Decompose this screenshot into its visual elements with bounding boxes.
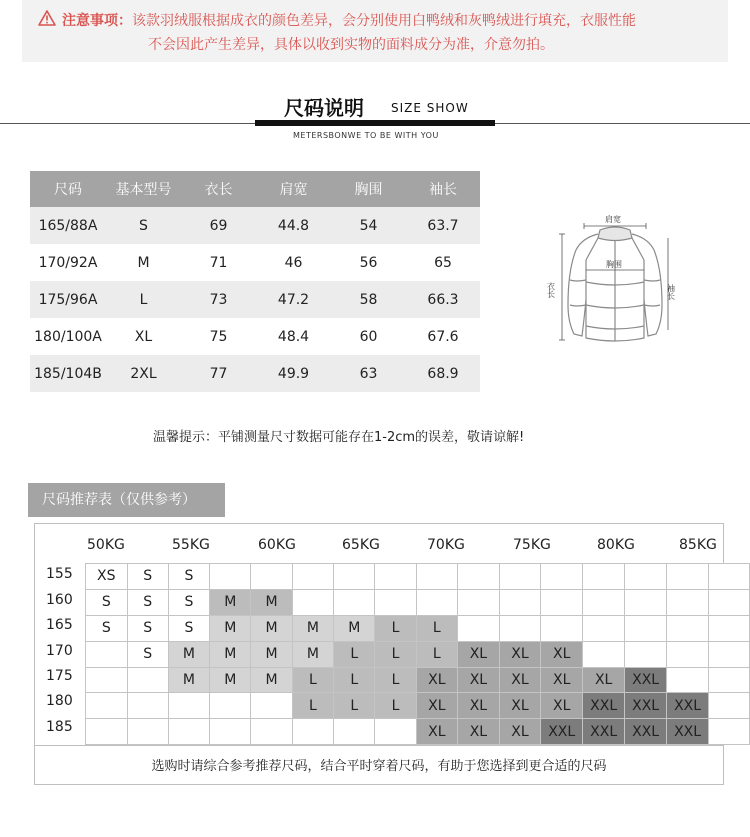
grid-cell: XXL	[541, 719, 583, 745]
table-cell: 67.6	[427, 328, 459, 345]
recommend-title: 尺码推荐表（仅供参考）	[28, 483, 225, 517]
grid-cell: S	[127, 641, 168, 667]
grid-row	[86, 667, 750, 693]
col-header: 胸围	[331, 171, 406, 207]
height-label: 155	[46, 566, 73, 582]
grid-cell	[499, 589, 541, 615]
weight-label: 85KG	[679, 537, 717, 553]
notice-label: 注意事项：	[62, 13, 132, 29]
table-cell: 170/92A	[38, 254, 98, 271]
grid-cell	[334, 589, 375, 615]
grid-cell: L	[375, 667, 416, 693]
grid-cell	[709, 667, 750, 693]
grid-cell: XL	[499, 667, 541, 693]
recommend-footer: 选购时请综合参考推荐尺码，结合平时穿着尺码，有助于您选择到更合适的尺码	[151, 759, 607, 774]
grid-cell	[458, 589, 500, 615]
grid-cell: XL	[541, 667, 583, 693]
height-label: 160	[46, 592, 73, 608]
grid-cell: XL	[416, 667, 458, 693]
grid-cell	[709, 564, 750, 590]
col-header: 袖长	[406, 171, 480, 207]
table-cell: 54	[331, 207, 406, 244]
grid-cell: XL	[541, 693, 583, 719]
table-cell: 2XL	[106, 355, 181, 392]
weight-label: 65KG	[342, 537, 380, 553]
chest-label: 胸围	[606, 260, 622, 269]
length-label: 衣长	[546, 282, 556, 298]
grid-cell	[499, 615, 541, 641]
grid-cell: M	[251, 641, 292, 667]
table-cell: 63.7	[406, 207, 480, 244]
size-table	[30, 171, 480, 392]
grid-cell: XL	[583, 667, 625, 693]
grid-cell: XXL	[625, 667, 667, 693]
table-cell: L	[106, 281, 181, 318]
grid-cell: S	[168, 615, 209, 641]
size-show-title-en: SIZE SHOW	[391, 101, 469, 115]
grid-cell	[667, 589, 709, 615]
grid-row	[86, 641, 750, 667]
table-row	[30, 318, 480, 355]
grid-cell	[210, 564, 251, 590]
table-cell: 65	[434, 254, 452, 271]
weight-label: 80KG	[597, 537, 635, 553]
grid-cell	[292, 719, 333, 745]
grid-cell	[375, 719, 416, 745]
grid-cell: L	[416, 615, 458, 641]
grid-cell: XXL	[583, 693, 625, 719]
grid-cell: L	[375, 693, 416, 719]
grid-cell: S	[127, 589, 168, 615]
table-cell: 180/100A	[34, 328, 102, 345]
grid-cell	[86, 719, 128, 745]
grid-cell	[334, 719, 375, 745]
grid-cell	[375, 564, 416, 590]
measurement-tip: 温馨提示：平铺测量尺寸数据可能存在1-2cm的误差，敬请谅解!	[153, 430, 525, 445]
grid-cell	[625, 615, 667, 641]
grid-cell	[375, 589, 416, 615]
table-row	[30, 355, 480, 392]
weight-label: 60KG	[258, 537, 296, 553]
grid-cell	[458, 615, 500, 641]
grid-cell: XXL	[625, 693, 667, 719]
grid-cell: M	[210, 615, 251, 641]
grid-cell	[86, 693, 128, 719]
grid-cell	[709, 719, 750, 745]
grid-cell	[583, 564, 625, 590]
table-cell: 66.3	[406, 281, 480, 318]
size-table-header	[30, 171, 480, 207]
grid-cell	[667, 641, 709, 667]
height-label: 185	[46, 719, 73, 735]
grid-cell: L	[416, 641, 458, 667]
grid-cell: XL	[458, 641, 500, 667]
grid-cell	[251, 693, 292, 719]
grid-cell	[625, 564, 667, 590]
grid-cell	[416, 564, 458, 590]
grid-cell: S	[168, 589, 209, 615]
grid-cell	[168, 719, 209, 745]
grid-cell: XL	[416, 693, 458, 719]
size-show-subtitle: METERSBONWE TO BE WITH YOU	[293, 131, 439, 140]
grid-cell: S	[86, 589, 128, 615]
col-header: 尺码	[30, 171, 106, 207]
table-cell: 60	[359, 328, 378, 345]
grid-cell	[251, 719, 292, 745]
notice-banner	[22, 0, 728, 62]
notice-line-1: 注意事项：该款羽绒服根据成衣的颜色差异，会分别使用白鸭绒和灰鸭绒进行填充，衣服性能	[62, 13, 636, 29]
grid-cell: S	[127, 564, 168, 590]
col-header: 肩宽	[256, 171, 331, 207]
table-cell: 77	[181, 355, 256, 392]
grid-cell	[667, 564, 709, 590]
table-cell: 49.9	[256, 355, 331, 392]
height-label: 180	[46, 693, 73, 709]
grid-cell	[709, 589, 750, 615]
table-cell: 73	[181, 281, 256, 318]
sleeve-label: 袖长	[666, 284, 676, 300]
grid-cell	[86, 667, 128, 693]
grid-cell: M	[292, 615, 333, 641]
grid-cell	[334, 564, 375, 590]
jacket-measurement-diagram	[548, 210, 683, 350]
grid-cell: L	[375, 641, 416, 667]
grid-cell	[709, 693, 750, 719]
table-cell: M	[137, 254, 150, 271]
grid-cell	[541, 589, 583, 615]
grid-cell: L	[292, 693, 333, 719]
grid-cell: M	[210, 641, 251, 667]
table-cell: 75	[209, 328, 228, 345]
table-cell: 44.8	[256, 207, 331, 244]
grid-cell	[210, 693, 251, 719]
grid-cell: M	[334, 615, 375, 641]
table-cell: XL	[134, 328, 153, 345]
grid-cell	[127, 693, 168, 719]
grid-cell	[210, 719, 251, 745]
notice-line-2: 不会因此产生差异，具体以收到实物的面料成分为准，介意勿拍。	[148, 37, 554, 53]
grid-cell	[499, 564, 541, 590]
grid-cell: S	[168, 564, 209, 590]
grid-cell	[709, 641, 750, 667]
table-cell: 56	[359, 254, 378, 271]
grid-cell: XL	[458, 693, 500, 719]
grid-cell	[541, 615, 583, 641]
grid-cell: XL	[499, 693, 541, 719]
grid-cell	[583, 615, 625, 641]
grid-cell	[583, 641, 625, 667]
grid-cell: XL	[541, 641, 583, 667]
grid-cell	[127, 667, 168, 693]
table-row	[30, 207, 480, 244]
grid-cell: XL	[458, 667, 500, 693]
grid-cell: L	[375, 615, 416, 641]
weight-label: 70KG	[427, 537, 465, 553]
table-cell: 68.9	[406, 355, 480, 392]
col-header: 衣长	[181, 171, 256, 207]
table-cell: 165/88A	[30, 207, 106, 244]
grid-cell: XL	[499, 641, 541, 667]
grid-cell	[86, 641, 128, 667]
col-header: 基本型号	[106, 171, 181, 207]
table-cell: 48.4	[277, 328, 310, 345]
table-cell: 46	[284, 254, 303, 271]
table-row	[30, 244, 480, 281]
table-cell: 58	[331, 281, 406, 318]
grid-cell: M	[210, 667, 251, 693]
warning-icon	[38, 10, 56, 26]
weight-label: 75KG	[513, 537, 551, 553]
table-row	[30, 281, 480, 318]
grid-cell: XXL	[583, 719, 625, 745]
grid-cell: XXL	[667, 693, 709, 719]
grid-cell: S	[86, 615, 128, 641]
table-cell: S	[106, 207, 181, 244]
grid-cell: L	[334, 641, 375, 667]
table-cell: 175/96A	[30, 281, 106, 318]
grid-cell: M	[168, 667, 209, 693]
table-cell: 71	[209, 254, 228, 271]
grid-cell	[292, 589, 333, 615]
grid-cell	[168, 693, 209, 719]
grid-cell: L	[292, 667, 333, 693]
grid-cell	[292, 564, 333, 590]
grid-cell: XL	[458, 719, 500, 745]
size-show-title: 尺码说明	[284, 96, 364, 120]
grid-cell: M	[210, 589, 251, 615]
weight-label: 55KG	[172, 537, 210, 553]
grid-cell: M	[251, 667, 292, 693]
grid-cell	[625, 641, 667, 667]
grid-cell	[127, 719, 168, 745]
recommend-footer-divider	[34, 745, 724, 746]
grid-cell	[709, 615, 750, 641]
height-label: 170	[46, 643, 73, 659]
grid-cell	[667, 667, 709, 693]
table-cell: 185/104B	[30, 355, 106, 392]
grid-row	[86, 615, 750, 641]
grid-cell	[416, 589, 458, 615]
height-label: 165	[46, 617, 73, 633]
grid-cell: M	[168, 641, 209, 667]
grid-cell: M	[251, 589, 292, 615]
grid-cell: XL	[499, 719, 541, 745]
grid-cell	[625, 589, 667, 615]
grid-cell: XXL	[667, 719, 709, 745]
grid-row	[86, 719, 750, 745]
grid-cell	[541, 564, 583, 590]
shoulder-label: 肩宽	[605, 215, 621, 224]
height-label: 175	[46, 668, 73, 684]
size-recommend-grid	[85, 563, 750, 745]
grid-cell: XL	[416, 719, 458, 745]
grid-cell	[583, 589, 625, 615]
grid-row	[86, 589, 750, 615]
grid-cell: L	[334, 693, 375, 719]
grid-cell	[251, 564, 292, 590]
grid-row	[86, 564, 750, 590]
table-cell: 63	[331, 355, 406, 392]
grid-cell: XXL	[625, 719, 667, 745]
weight-label: 50KG	[87, 537, 125, 553]
grid-cell: L	[334, 667, 375, 693]
grid-cell	[458, 564, 500, 590]
grid-row	[86, 693, 750, 719]
grid-cell	[667, 615, 709, 641]
grid-cell: S	[127, 615, 168, 641]
grid-cell: M	[251, 615, 292, 641]
grid-cell: M	[292, 641, 333, 667]
table-cell: 47.2	[256, 281, 331, 318]
grid-cell: XS	[86, 564, 128, 590]
table-cell: 69	[181, 207, 256, 244]
